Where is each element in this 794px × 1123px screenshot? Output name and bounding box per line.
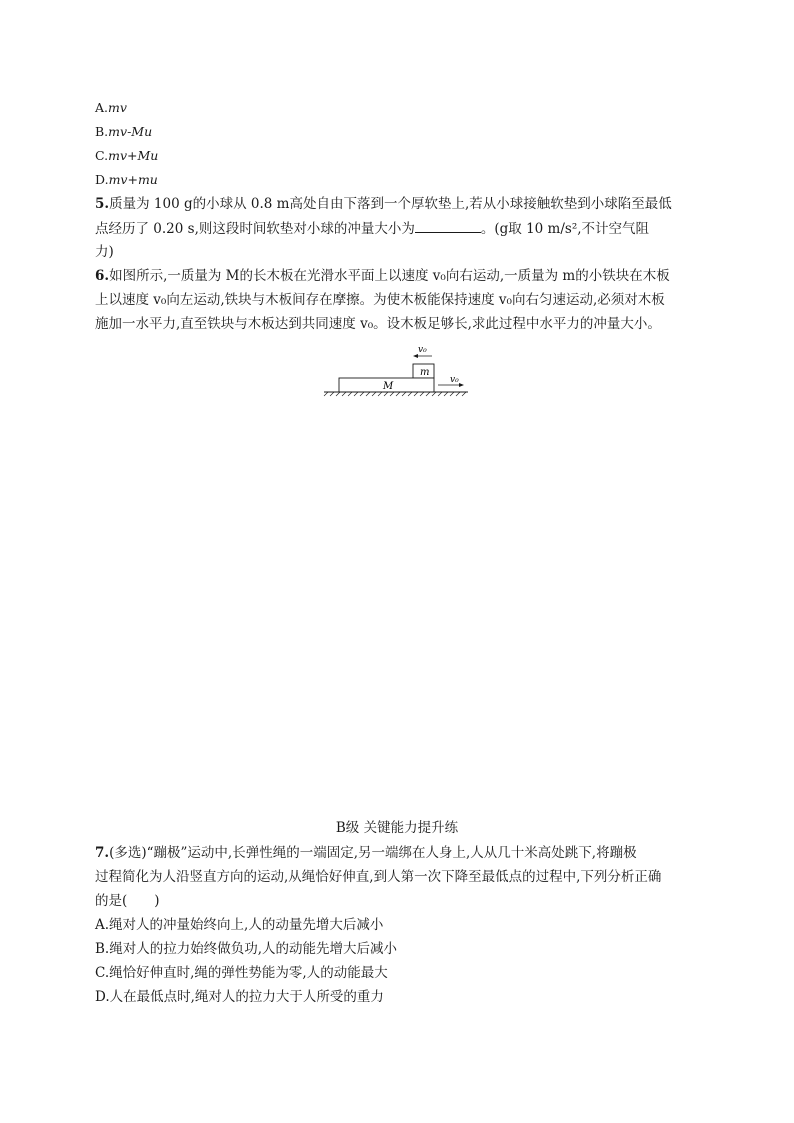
q7-option-b: B.绳对人的拉力始终做负功,人的动能先增大后减小 — [95, 941, 398, 957]
q7-line-3: 的是( ) — [95, 893, 160, 909]
q4-option-b: B.mv-Mu — [95, 124, 153, 139]
q6-line-1: 6.如图所示,一质量为 M的长木板在光滑水平面上以速度 v₀向右运动,一质量为 m的小铁块在木板 — [95, 268, 670, 284]
q5-line-2: 点经历了 0.20 s,则这段时间软垫对小球的冲量大小为 。(g取 10 m/s²,不计空气阻 — [95, 221, 650, 237]
board-label: M — [383, 381, 394, 392]
q7-line-2: 过程简化为人沿竖直方向的运动,从绳恰好伸直,到人第一次下降至最低点的过程中,下列分析正确 — [95, 869, 662, 885]
q6-line-2: 上以速度 v₀向左运动,铁块与木板间存在摩擦。为使木板能保持速度 v₀向右匀速运动,必须对木板 — [95, 292, 665, 308]
section-title: B级 关键能力提升练 — [335, 820, 459, 836]
board-block-figure — [320, 340, 470, 400]
block-velocity-arrowhead — [413, 354, 418, 358]
q4-option-c: C.mv+Mu — [95, 148, 159, 163]
block-label: m — [420, 367, 430, 378]
ground-hatching — [324, 392, 466, 396]
q5-line-3: 力) — [95, 244, 114, 260]
answer-blank[interactable] — [415, 220, 481, 233]
q6-line-3: 施加一水平力,直至铁块与木板达到共同速度 v₀。设木板足够长,求此过程中水平力的冲量大小。 — [95, 316, 661, 332]
q4-option-a: A.mv — [95, 100, 127, 115]
q7-option-a: A.绳对人的冲量始终向上,人的动量先增大后减小 — [95, 917, 384, 933]
q7-option-d: D.人在最低点时,绳对人的拉力大于人所受的重力 — [95, 989, 384, 1005]
board-velocity-arrowhead — [459, 383, 464, 387]
q4-option-d: D.mv+mu — [95, 172, 158, 187]
q7-line-1: 7.(多选)“蹦极”运动中,长弹性绳的一端固定,另一端绑在人身上,人从几十米高处跳下,将蹦极 — [95, 845, 637, 861]
board-velocity-label: v₀ — [450, 375, 459, 385]
q5-line-1: 5.质量为 100 g的小球从 0.8 m高处自由下落到一个厚软垫上,若从小球接触软垫到小球陷至最低 — [95, 196, 672, 212]
q7-option-c: C.绳恰好伸直时,绳的弹性势能为零,人的动能最大 — [95, 965, 388, 981]
block-velocity-label: v₀ — [418, 345, 427, 355]
